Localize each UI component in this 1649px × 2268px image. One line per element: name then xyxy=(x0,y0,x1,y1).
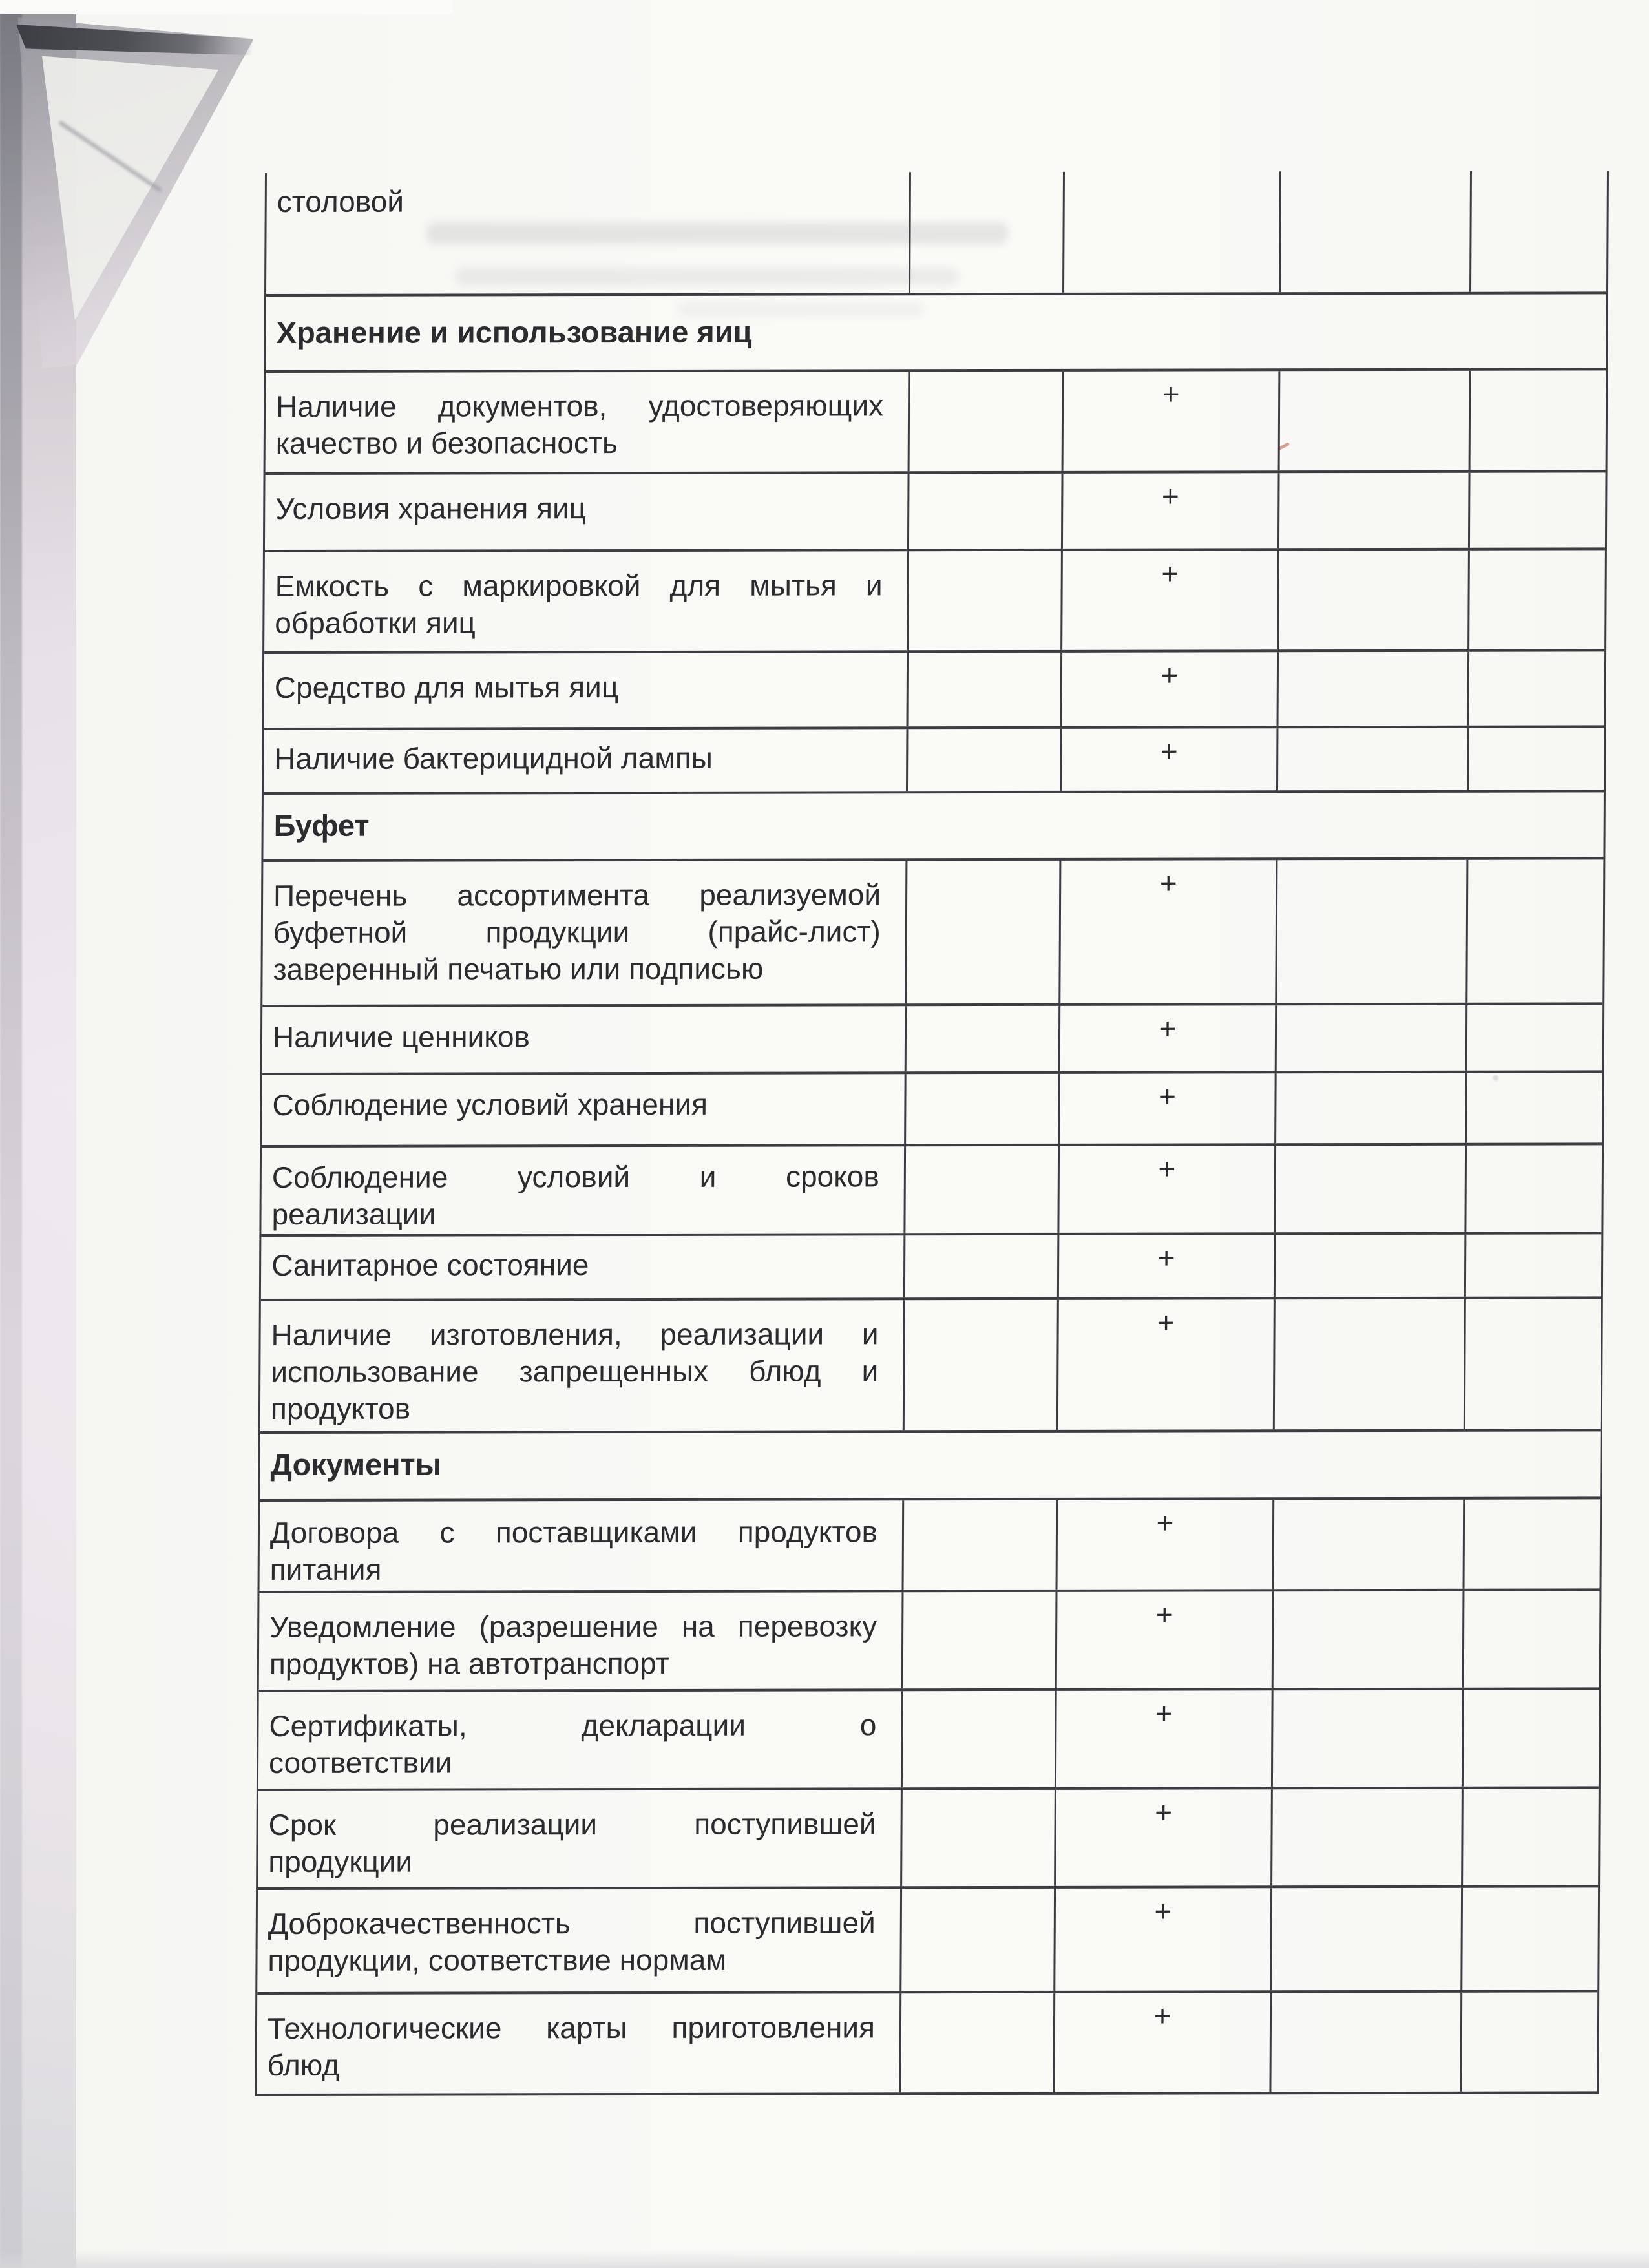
item-text-line: буфетной продукции (прайс-лист) xyxy=(273,914,881,949)
page-corner-fold-shadow xyxy=(13,10,258,372)
table-row xyxy=(264,649,1605,728)
item-label-cell xyxy=(259,1592,902,1690)
plus-mark: + xyxy=(1155,1597,1173,1632)
mark-cell xyxy=(1055,1591,1272,1688)
empty-cell xyxy=(1464,1299,1601,1429)
empty-cell xyxy=(899,1993,1053,2092)
plus-mark: + xyxy=(1155,1795,1173,1829)
item-text-line: Условия хранения яиц xyxy=(275,491,587,525)
mark-cell xyxy=(1054,1789,1271,1886)
item-text-line: Наличие бактерицидной лампы xyxy=(274,740,713,775)
plus-mark: + xyxy=(1157,1305,1175,1339)
scan-bottom-edge-shadow xyxy=(0,2250,1649,2268)
plus-mark: + xyxy=(1153,1999,1171,2033)
mark-cell xyxy=(1060,728,1277,791)
plus-mark: + xyxy=(1154,1894,1172,1928)
empty-cell xyxy=(1467,651,1605,725)
section-title-cell xyxy=(260,1431,1601,1499)
table-row xyxy=(262,857,1603,1005)
empty-cell xyxy=(907,653,1061,726)
item-text-line: Перечень ассортимента реализуемой xyxy=(273,877,881,912)
page-corner-fold-paper xyxy=(36,50,230,328)
empty-cell xyxy=(1270,1888,1461,1991)
section-title-cell xyxy=(263,792,1604,859)
item-text-line: Емкость с маркировкой для мытья и xyxy=(275,568,883,603)
item-text-line: Соблюдение условий и сроков xyxy=(271,1159,879,1194)
empty-cell xyxy=(899,1889,1054,1991)
item-text-line: обработки яиц xyxy=(275,605,476,640)
empty-cell xyxy=(1277,551,1468,650)
mark-cell xyxy=(1060,551,1277,650)
table-row xyxy=(265,470,1606,550)
item-label-cell xyxy=(262,1006,905,1073)
item-text-line: Сертификаты, декларации о xyxy=(269,1708,877,1743)
empty-cell xyxy=(1464,1145,1602,1232)
section-row-documents xyxy=(260,1429,1601,1499)
mark-cell xyxy=(1058,860,1276,1003)
item-label-cell xyxy=(260,1500,903,1591)
item-label-cell xyxy=(260,1300,903,1431)
empty-cell xyxy=(1464,1234,1602,1296)
item-text-line: Доброкачественность поступившей xyxy=(268,1906,876,1940)
item-text-line: столовой xyxy=(277,184,404,218)
item-text-line: Соблюдение условий хранения xyxy=(272,1087,708,1122)
empty-cell xyxy=(1465,1005,1603,1070)
mark-cell xyxy=(1058,1073,1275,1144)
item-text-line: Договора с поставщиками продуктов xyxy=(269,1515,878,1549)
empty-cell xyxy=(1273,1299,1464,1430)
empty-cell xyxy=(903,1146,1058,1233)
empty-cell xyxy=(1461,1789,1599,1885)
table-row xyxy=(257,1990,1597,2094)
page-corner-fold-line xyxy=(58,121,162,193)
empty-cell xyxy=(1269,1993,1460,2092)
item-text-line: продуктов) на автотранспорт xyxy=(269,1646,669,1681)
empty-cell xyxy=(904,1074,1058,1144)
empty-cell xyxy=(1277,652,1468,726)
empty-cell xyxy=(901,1592,1056,1688)
item-label-cell xyxy=(258,1691,901,1789)
item-label-cell xyxy=(266,372,909,472)
table-row xyxy=(261,1142,1602,1234)
plus-mark: + xyxy=(1158,1151,1176,1186)
item-text-line: продукции, соответствие нормам xyxy=(268,1942,727,1977)
empty-cell xyxy=(909,172,1063,293)
empty-cell xyxy=(1460,1887,1598,1990)
plus-mark: + xyxy=(1159,866,1177,900)
table-row xyxy=(259,1588,1600,1690)
plus-mark: + xyxy=(1161,479,1179,513)
plus-mark: + xyxy=(1159,1011,1177,1045)
empty-cell xyxy=(1462,1690,1599,1786)
item-text-line: реализации xyxy=(271,1197,436,1231)
empty-cell xyxy=(905,861,1059,1003)
empty-cell xyxy=(1274,1146,1465,1233)
empty-cell xyxy=(1462,1591,1600,1687)
item-text-line: Санитарное состояние xyxy=(271,1248,589,1282)
empty-cell xyxy=(1463,1499,1601,1588)
table-row xyxy=(264,547,1605,651)
page-corner-fold-crease xyxy=(14,16,254,70)
mark-cell xyxy=(1057,1235,1274,1297)
scan-left-edge-band-dark xyxy=(0,0,22,2268)
section-title-cell xyxy=(266,294,1606,370)
mark-cell xyxy=(1058,1005,1276,1071)
mark-cell xyxy=(1062,371,1279,471)
item-text-line: блюд xyxy=(267,2048,340,2082)
section-row-eggs xyxy=(266,291,1606,370)
empty-cell xyxy=(1275,1005,1466,1071)
item-label-cell xyxy=(261,1146,904,1234)
item-label-cell xyxy=(262,1074,905,1145)
empty-cell xyxy=(1274,1235,1465,1297)
item-text-line: Наличие документов, удостоверяющих xyxy=(275,388,884,423)
item-text-line: Уведомление (разрешение на перевозку xyxy=(269,1609,877,1644)
table-row xyxy=(262,1002,1603,1073)
item-label-cell xyxy=(257,1993,899,2094)
empty-cell xyxy=(902,1500,1056,1590)
item-text-line: питания xyxy=(269,1552,382,1586)
item-label-cell xyxy=(262,861,905,1005)
plus-mark: + xyxy=(1161,658,1179,692)
item-text-line: продуктов xyxy=(270,1391,411,1425)
empty-cell xyxy=(1277,473,1469,549)
section-title: Буфет xyxy=(273,808,370,843)
mark-cell xyxy=(1057,1146,1274,1233)
table-row-continued xyxy=(266,171,1607,294)
empty-cell xyxy=(1278,371,1469,471)
table-row xyxy=(262,1070,1602,1145)
empty-cell xyxy=(1468,472,1606,547)
mark-cell xyxy=(1062,171,1279,293)
item-text-line: соответствии xyxy=(268,1745,452,1780)
table-row xyxy=(258,1786,1599,1887)
table-row xyxy=(257,1885,1598,1992)
table-row xyxy=(264,725,1604,792)
item-label-cell xyxy=(265,474,908,550)
item-text-line: качество и безопасность xyxy=(275,426,618,460)
empty-cell xyxy=(1276,728,1467,791)
item-text-line: Средство для мытья яиц xyxy=(274,670,619,704)
empty-cell xyxy=(1275,860,1466,1003)
mark-cell xyxy=(1053,1993,1270,2092)
item-label-cell xyxy=(258,1790,901,1887)
item-text-line: Наличие ценников xyxy=(272,1020,530,1054)
section-row-buffet xyxy=(263,790,1604,859)
item-label-cell xyxy=(264,551,907,651)
plus-mark: + xyxy=(1155,1696,1173,1730)
mark-cell xyxy=(1060,652,1277,726)
item-label-cell xyxy=(257,1889,900,1992)
section-title: Хранение и использование яиц xyxy=(276,314,752,350)
mark-cell xyxy=(1055,1690,1272,1787)
empty-cell xyxy=(1469,171,1607,291)
empty-cell xyxy=(907,551,1061,650)
table-row xyxy=(266,368,1606,472)
empty-cell xyxy=(906,729,1060,791)
empty-cell xyxy=(1467,550,1605,649)
empty-cell xyxy=(1469,370,1606,470)
empty-cell xyxy=(1465,1073,1602,1142)
empty-cell xyxy=(908,372,1062,471)
inspection-checklist-table xyxy=(255,171,1609,2096)
item-label-cell xyxy=(261,1235,904,1299)
plus-mark: + xyxy=(1157,1241,1175,1275)
item-label-cell xyxy=(264,653,907,728)
empty-cell xyxy=(901,1691,1055,1787)
item-text-line: заверенный печатью или подписью xyxy=(273,951,764,986)
empty-cell xyxy=(1467,728,1604,790)
table-row xyxy=(258,1687,1599,1789)
empty-cell xyxy=(903,1300,1057,1430)
item-label-cell xyxy=(264,729,907,792)
mark-cell xyxy=(1053,1888,1270,1991)
scan-left-edge-band xyxy=(0,0,76,2268)
plus-mark: + xyxy=(1160,734,1178,768)
mark-cell xyxy=(1056,1500,1273,1590)
table-row xyxy=(261,1232,1602,1299)
empty-cell xyxy=(1279,171,1470,293)
item-text-line: Наличие изготовления, реализации и xyxy=(271,1317,879,1352)
empty-cell xyxy=(903,1235,1058,1297)
empty-cell xyxy=(905,1006,1059,1071)
empty-cell xyxy=(907,474,1062,549)
plus-mark: + xyxy=(1158,1079,1177,1113)
item-text-line: использование запрещенных блюд и xyxy=(271,1354,879,1389)
empty-cell xyxy=(1274,1073,1465,1144)
item-text-line: продукции xyxy=(268,1844,413,1878)
mark-cell xyxy=(1061,473,1278,549)
scan-top-edge xyxy=(0,0,452,14)
item-text-line: Срок реализации поступившей xyxy=(268,1807,876,1842)
item-text-line: Технологические карты приготовления xyxy=(267,2010,876,2045)
empty-cell xyxy=(1272,1591,1463,1688)
empty-cell xyxy=(1271,1690,1462,1787)
empty-cell xyxy=(1460,1992,1597,2091)
section-title: Документы xyxy=(270,1447,441,1482)
plus-mark: + xyxy=(1161,556,1179,591)
table-row xyxy=(260,1496,1601,1591)
empty-cell xyxy=(1465,859,1603,1002)
mark-cell xyxy=(1056,1299,1274,1430)
empty-cell xyxy=(1272,1500,1464,1590)
plus-mark: + xyxy=(1162,377,1180,411)
empty-cell xyxy=(1270,1789,1462,1886)
empty-cell xyxy=(900,1790,1055,1886)
table-row xyxy=(260,1296,1601,1431)
item-label-cell xyxy=(266,172,909,294)
plus-mark: + xyxy=(1156,1506,1174,1540)
